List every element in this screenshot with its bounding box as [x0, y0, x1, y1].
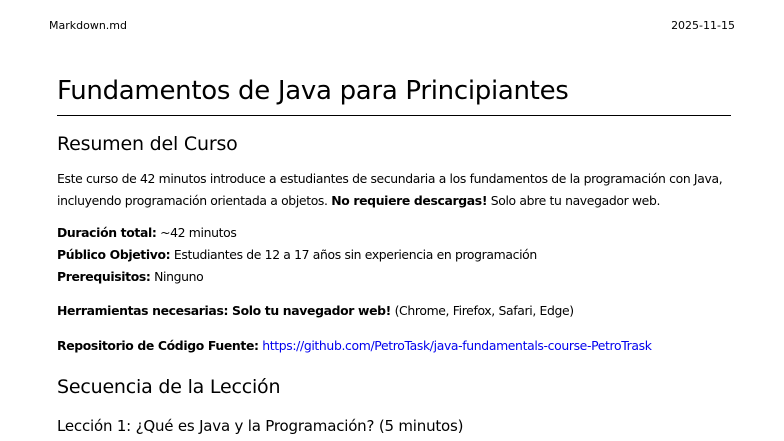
lesson-1-title: Lección 1: ¿Qué es Java y la Programación? (5 minutos): [57, 417, 464, 435]
section-heading-summary: Resumen del Curso: [57, 133, 238, 155]
print-date: 2025-11-15: [671, 19, 735, 32]
summary-paragraph: [57, 168, 731, 212]
file-name: Markdown.md: [49, 19, 127, 32]
section-heading-sequence: Secuencia de la Lección: [57, 376, 281, 398]
audience-label: Público Objetivo:: [57, 247, 171, 262]
intro-text: Este curso de 42 minutos introduce a estudiantes de secundaria a los fundamentos de la programación con Java, incluyendo programación orientada a objetos.: [57, 171, 723, 208]
prereq-value: Ninguno: [150, 269, 204, 284]
course-facts: [57, 222, 731, 288]
intro-emphasis: No requiere descargas!: [331, 193, 488, 208]
duration-label: Duración total:: [57, 225, 157, 240]
repo-label: Repositorio de Código Fuente:: [57, 338, 259, 353]
document-body: [57, 70, 731, 436]
duration-value: ~42 minutos: [156, 225, 237, 240]
repo-paragraph: [57, 335, 731, 357]
tools-value: (Chrome, Firefox, Safari, Edge): [390, 303, 574, 318]
tools-label: Herramientas necesarias: Solo tu navegador web!: [57, 303, 391, 318]
document-title: Fundamentos de Java para Principiantes: [57, 70, 731, 116]
audience-value: Estudiantes de 12 a 17 años sin experiencia en programación: [170, 247, 537, 262]
repo-link[interactable]: https://github.com/PetroTask/java-fundamentals-course-PetroTrask: [262, 338, 652, 353]
tools-paragraph: [57, 300, 731, 322]
print-header: [49, 19, 735, 33]
intro-tail: Solo abre tu navegador web.: [487, 193, 661, 208]
prereq-label: Prerequisitos:: [57, 269, 151, 284]
